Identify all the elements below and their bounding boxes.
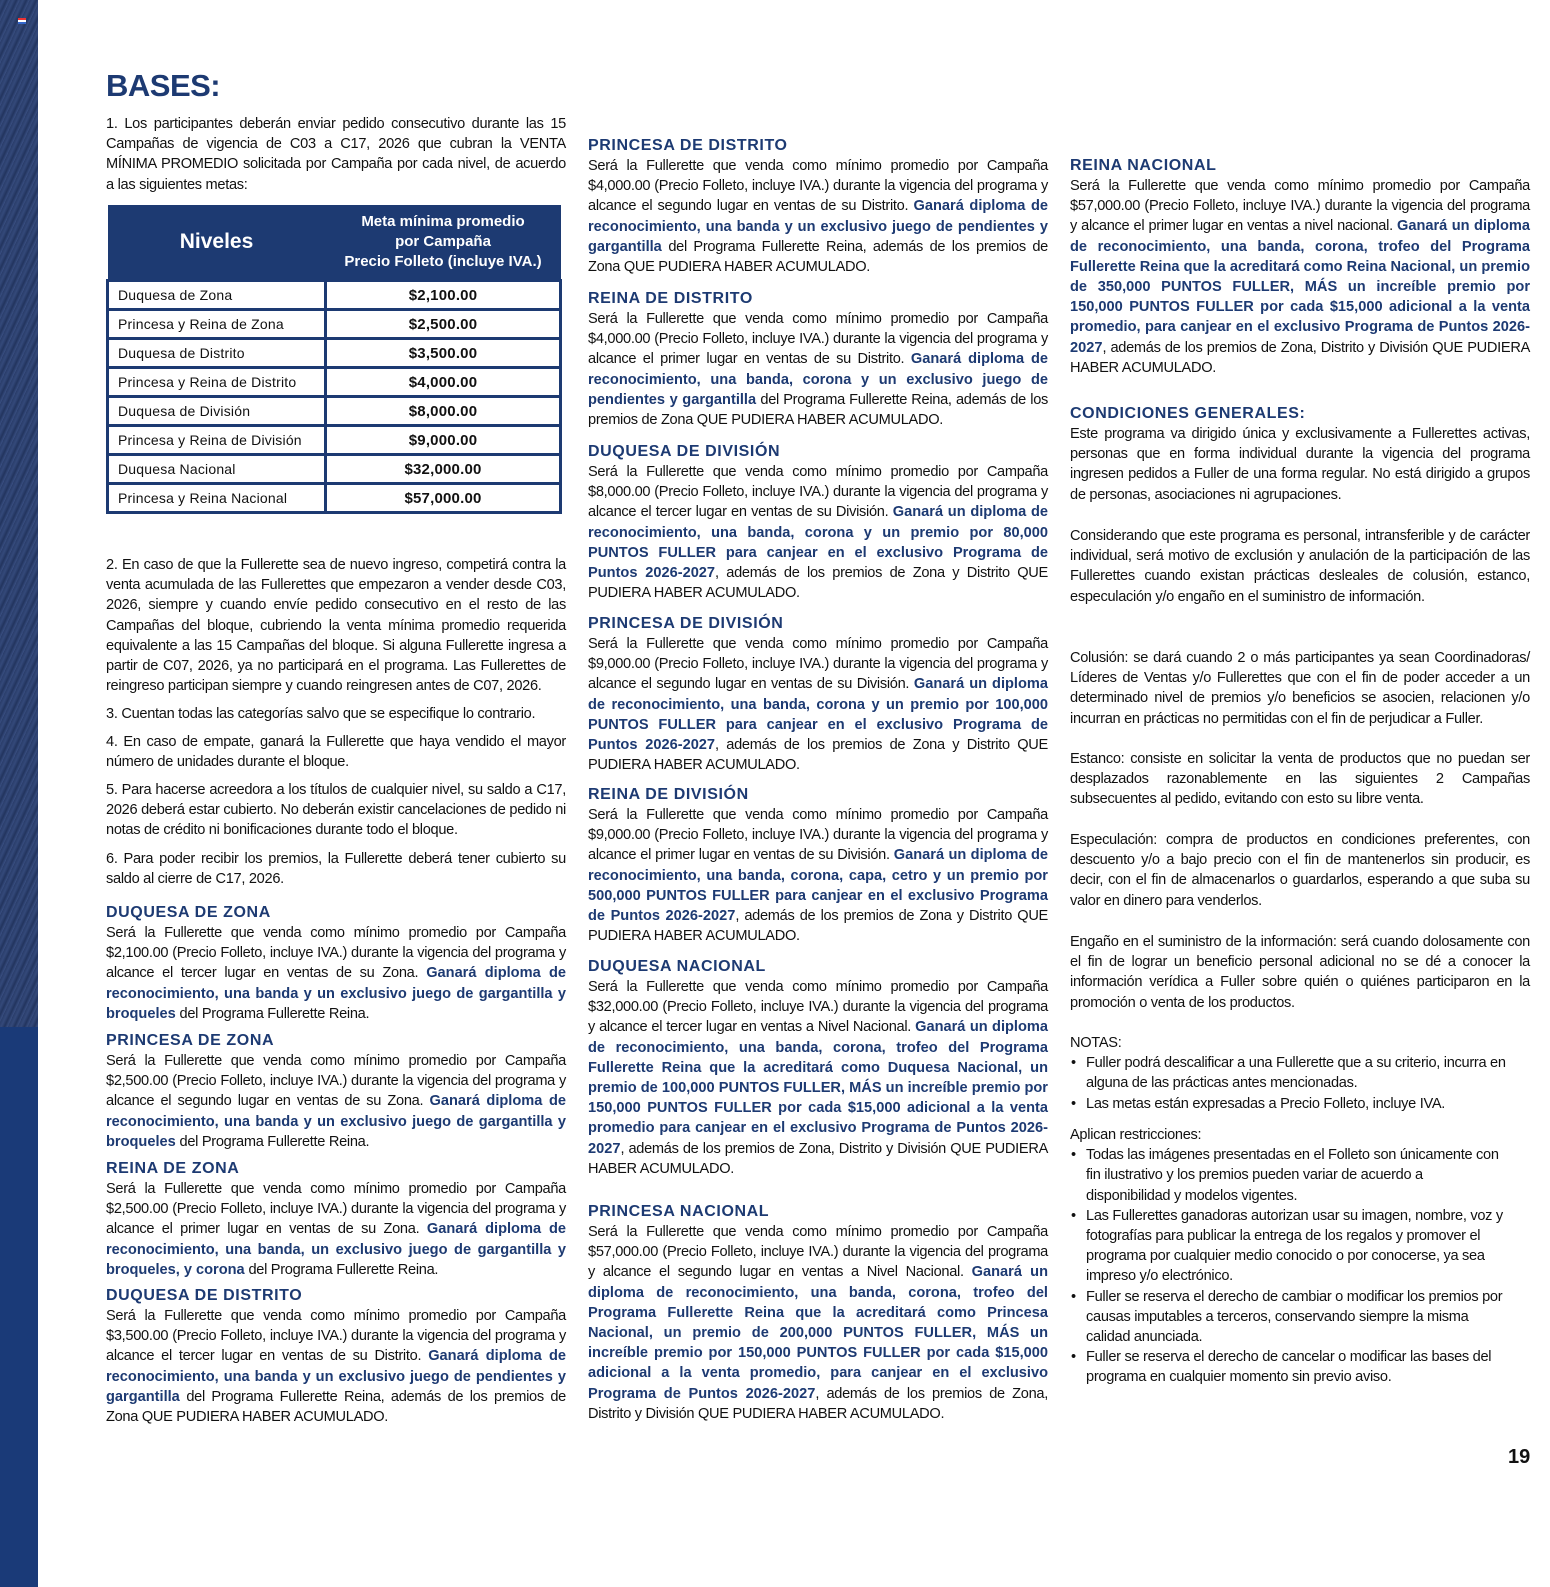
section-text: Será la Fullerette que venda como mínimo promedio por Campaña $2,500.00 (Precio Folleto, incluye IVA.) durante la vigencia del programa y alcance el primer lugar en ventas de su Zona. (106, 1181, 566, 1238)
section-title: DUQUESA DE DIVISIÓN (588, 443, 781, 460)
section-text: Será la Fullerette que venda como mínimo promedio por Campaña $32,000.00 (Precio Folleto, incluye IVA.) durante la vigencia del programa y alcance el tercer lugar en ventas a Nivel Nacional. (588, 979, 1048, 1036)
table-header-goal-line-2: por Campaña (395, 233, 491, 250)
level-name: Duquesa Nacional (108, 455, 326, 484)
section-princesa-zona (106, 1031, 566, 1152)
table-header-goal-line-1: Meta mínima promedio (361, 213, 525, 230)
level-name: Princesa y Reina de Zona (108, 310, 326, 339)
section-prize: Ganará un diploma de reconocimiento, una banda, corona, trofeo del Programa Fullerette Reina que la acreditará como Duquesa Nacional, un premio de 100,000 PUNTOS FULLER, MÁS un increíble premio por 150,000 PUNTOS FULLER por cada $15,000 adicional a la venta promedio para canjear en el exclusivo Programa de Puntos 2026-2027 (588, 1019, 1048, 1157)
section-text: Será la Fullerette que venda como mínimo promedio por Campaña $9,000.00 (Precio Folleto, incluye IVA.) durante la vigencia del programa y alcance el segundo lugar en ventas de su División. (588, 636, 1048, 693)
section-prize: Ganará diploma de reconocimiento, una banda, corona y un exclusivo juego de pendientes y gargantilla (588, 351, 1048, 408)
table-row (108, 310, 561, 339)
rule-5: 5. Para hacerse acreedora a los títulos de cualquier nivel, su saldo a C17, 2026 deberá estar cubierto. No deberán existir cancelaciones de pedido ni notas de crédito ni bonificaciones durante todo el bloque. (106, 782, 566, 839)
table-row (108, 484, 561, 513)
flag-icon (18, 18, 26, 24)
list-item: • Fuller se reserva el derecho de cancelar o modificar las bases del programa en cualquier momento sin previo aviso. (1070, 1347, 1510, 1387)
rule-4: 4. En caso de empate, ganará la Fullerette que haya vendido el mayor número de unidades durante el bloque. (106, 734, 566, 771)
level-name: Duquesa de Zona (108, 281, 326, 310)
section-title: PRINCESA DE DISTRITO (588, 137, 788, 154)
section-reina-distrito (588, 289, 1048, 430)
table-row (108, 455, 561, 484)
conditions-paragraph: Considerando que este programa es personal, intransferible y de carácter individual, será motivo de exclusión y anulación de la participación de las Fullerettes cuando existan prácticas desleales de colusión, estanco, especulación y/o engaño en el suministro de información. (1070, 528, 1530, 605)
section-tail: , además de los premios de Zona y Distrito QUE PUDIERA HABER ACUMULADO. (588, 908, 1048, 945)
table-row (108, 281, 561, 310)
section-tail: , además de los premios de Zona, Distrito y División QUE PUDIERA HABER ACUMULADO. (588, 1385, 1049, 1422)
section-title: REINA DE ZONA (106, 1160, 240, 1177)
section-duquesa-zona (106, 903, 566, 1024)
conditions-section (1070, 404, 1530, 505)
section-prize: Ganará diploma de reconocimiento, una banda y un exclusivo juego de gargantilla y broqueles (106, 1093, 566, 1150)
table-row (108, 426, 561, 455)
table-row (108, 368, 561, 397)
section-tail: del Programa Fullerette Reina. (244, 1261, 439, 1278)
section-duquesa-distrito (106, 1286, 566, 1427)
conditions-paragraph: Este programa va dirigido única y exclusivamente a Fullerettes activas, personas que en forma individual durante la vigencia del programa ingresen pedidos a Fuller de una forma regular. No está dirigido a grupos de personas, asociaciones ni agrupaciones. (1070, 426, 1530, 503)
section-title: DUQUESA NACIONAL (588, 958, 766, 975)
section-prize: Ganará diploma de reconocimiento, una banda y un exclusivo juego de pendientes y gargantilla (106, 1348, 566, 1405)
section-tail: del Programa Fullerette Reina, además de los premios de Zona QUE PUDIERA HABER ACUMULADO. (106, 1388, 566, 1426)
table-row (108, 339, 561, 368)
conditions-paragraph: Especulación: compra de productos en condiciones preferentes, con descuento y/o a bajo precio con el fin de mantenerlos sin producir, es decir, con el fin de almacenarlos o guardarlos, esperando a que suba su valor en dinero para venderlos. (1070, 832, 1530, 909)
section-title: PRINCESA DE ZONA (106, 1032, 275, 1049)
level-name: Duquesa de División (108, 397, 326, 426)
section-prize: Ganará diploma de reconocimiento, una banda y un exclusivo juego de gargantilla y broqueles (106, 965, 566, 1022)
section-prize: Ganará un diploma de reconocimiento, una banda, corona y un premio por 100,000 PUNTOS FULLER para canjear en el exclusivo Programa de Puntos 2026-2027 (588, 676, 1048, 754)
level-goal: $8,000.00 (326, 397, 561, 426)
level-goal: $32,000.00 (326, 455, 561, 484)
section-tail: , además de los premios de Zona, Distrito y División QUE PUDIERA HABER ACUMULADO. (1070, 339, 1530, 376)
level-goal: $9,000.00 (326, 426, 561, 455)
section-reina-zona (106, 1159, 566, 1280)
conditions-paragraph: Colusión: se dará cuando 2 o más participantes ya sean Coordinadoras/ Líderes de Ventas y/o Fullerettes que con el fin de poder acceder a un determinado nivel de premios y/o beneficios se asocien, relacionen y/o incurran en prácticas no permitidas con el fin de perjudicar a Fuller. (1070, 650, 1530, 727)
table-row (108, 397, 561, 426)
section-title: DUQUESA DE DISTRITO (106, 1287, 303, 1304)
conditions-paragraph: Estanco: consiste en solicitar la venta de productos que no puedan ser desplazados razonablemente en las siguientes 2 Campañas subsecuentes al pedido, evitando con esto su libre venta. (1070, 751, 1530, 808)
section-prize: Ganará un diploma de reconocimiento, una banda, corona, trofeo del Programa Fullerette Reina que la acreditará como Princesa Nacional, un premio de 200,000 PUNTOS FULLER, MÁS un increíble premio por 150,000 PUNTOS FULLER por cada $15,000 adicional a la venta promedio, para canjear en el exclusivo Programa de Puntos 2026-2027 (588, 1264, 1048, 1402)
goals-table (106, 205, 562, 514)
list-item: • Las metas están expresadas a Precio Folleto, incluye IVA. (1070, 1094, 1530, 1114)
intro-paragraph: 1. Los participantes deberán enviar pedido consecutivo durante las 15 Campañas de vigencia de C03 a C17, 2026 que cubran la VENTA MÍNIMA PROMEDIO solicitada por Campaña por cada nivel, de acuerdo a las siguientes metas: (106, 116, 566, 193)
notes-section (1070, 1033, 1530, 1114)
section-princesa-division (588, 614, 1048, 775)
section-reina-division (588, 785, 1048, 946)
table-header-goal-line-3: Precio Folleto (incluye IVA.) (344, 253, 542, 270)
section-text: Será la Fullerette que venda como mínimo promedio por Campaña $9,000.00 (Precio Folleto, incluye IVA.) durante la vigencia del programa y alcance el primer lugar en ventas de su División. (588, 807, 1048, 864)
section-title: PRINCESA NACIONAL (588, 1203, 770, 1220)
rule-3: 3. Cuentan todas las categorías salvo que se especifique lo contrario. (106, 706, 536, 722)
section-reina-nacional (1070, 156, 1530, 378)
section-tail: , además de los premios de Zona, Distrito y División QUE PUDIERA HABER ACUMULADO. (588, 1140, 1048, 1177)
section-prize: Ganará diploma de reconocimiento, una banda y un exclusivo juego de pendientes y gargantilla (588, 198, 1048, 255)
section-tail: del Programa Fullerette Reina. (175, 1005, 370, 1022)
list-item: • Las Fullerettes ganadoras autorizan usar su imagen, nombre, voz y fotografías para publicar la entrega de los regalos y promover el programa por cualquier medio conocido o por conocerse, ya sea impreso y/o electrónico. (1070, 1206, 1510, 1287)
section-prize: Ganará un diploma de reconocimiento, una banda, corona, capa, cetro y un premio por 500,000 PUNTOS FULLER para canjear en el exclusivo Programa de Puntos 2026-2027 (588, 847, 1048, 925)
conditions-title: CONDICIONES GENERALES: (1070, 405, 1306, 422)
notes-title: NOTAS: (1070, 1035, 1122, 1051)
level-goal: $2,500.00 (326, 310, 561, 339)
section-text: Será la Fullerette que venda como mínimo promedio por Campaña $3,500.00 (Precio Folleto, incluye IVA.) durante la vigencia del programa y alcance el tercer lugar en ventas de su Distrito. (106, 1308, 566, 1365)
restrictions-section (1070, 1125, 1530, 1388)
level-goal: $4,000.00 (326, 368, 561, 397)
level-goal: $2,100.00 (326, 281, 561, 310)
section-text: Será la Fullerette que venda como mínimo promedio por Campaña $2,100.00 (Precio Folleto, incluye IVA.) durante la vigencia del programa y alcance el tercer lugar en ventas de su Zona. (106, 925, 566, 982)
rule-6: 6. Para poder recibir los premios, la Fullerette deberá tener cubierto su saldo al cierre de C17, 2026. (106, 851, 566, 888)
section-title: REINA NACIONAL (1070, 157, 1217, 174)
section-title: REINA DE DIVISIÓN (588, 786, 749, 803)
decorative-side-strip (0, 0, 38, 1587)
section-prize: Ganará un diploma de reconocimiento, una banda, corona, trofeo del Programa Fullerette Reina que la acreditará como Reina Nacional, un premio de 350,000 PUNTOS FULLER, MÁS un increíble premio por 150,000 PUNTOS FULLER por cada $15,000 adicional a la venta promedio, para canjear en el exclusivo Programa de Puntos 2026-2027 (1070, 218, 1530, 356)
level-goal: $57,000.00 (326, 484, 561, 513)
section-duquesa-nacional (588, 957, 1048, 1179)
level-name: Princesa y Reina de Distrito (108, 368, 326, 397)
section-text: Será la Fullerette que venda como mínimo promedio por Campaña $4,000.00 (Precio Folleto, incluye IVA.) durante la vigencia del programa y alcance el primer lugar en ventas de su Distrito. (588, 311, 1048, 368)
section-tail: , además de los premios de Zona y Distrito QUE PUDIERA HABER ACUMULADO. (588, 737, 1048, 774)
section-text: Será la Fullerette que venda como mínimo promedio por Campaña $57,000.00 (Precio Folleto, incluye IVA.) durante la vigencia del programa y alcance el primer lugar en ventas a nivel nacional. (1070, 178, 1530, 235)
page-number: 19 (1508, 1446, 1531, 1468)
list-item: • Fuller podrá descalificar a una Fullerette que a su criterio, incurra en alguna de las prácticas antes mencionadas. (1070, 1053, 1530, 1093)
level-name: Princesa y Reina Nacional (108, 484, 326, 513)
level-name: Princesa y Reina de División (108, 426, 326, 455)
section-tail: del Programa Fullerette Reina, además de los premios de Zona QUE PUDIERA HABER ACUMULADO. (588, 238, 1048, 276)
section-text: Será la Fullerette que venda como mínimo promedio por Campaña $57,000.00 (Precio Folleto, incluye IVA.) durante la vigencia del programa y alcance el segundo lugar en ventas a Nivel Nacional. (588, 1224, 1048, 1281)
section-tail: del Programa Fullerette Reina. (175, 1133, 370, 1150)
page-title: BASES: (106, 68, 221, 103)
section-text: Será la Fullerette que venda como mínimo promedio por Campaña $8,000.00 (Precio Folleto, incluye IVA.) durante la vigencia del programa y alcance el tercer lugar en ventas de su División. (588, 464, 1048, 521)
section-prize: Ganará diploma de reconocimiento, una banda, un exclusivo juego de gargantilla y broqueles, y corona (106, 1221, 566, 1278)
section-princesa-nacional (588, 1202, 1048, 1424)
section-princesa-distrito (588, 136, 1048, 277)
table-header-levels: Niveles (108, 205, 326, 281)
section-text: Será la Fullerette que venda como mínimo promedio por Campaña $4,000.00 (Precio Folleto, incluye IVA.) durante la vigencia del programa y alcance el segundo lugar en ventas de su Distrito. (588, 158, 1048, 215)
rule-2: 2. En caso de que la Fullerette sea de nuevo ingreso, competirá contra la venta acumulada de las Fullerettes que empezaron a vender desde C03, 2026, siempre y cuando envíe pedido consecutivo en el resto de las Campañas del bloque, cubriendo la venta mínima promedio requerida equivalente a las 15 Campañas del bloque. Si alguna Fullerette ingresa a partir de C07, 2026, ya no participará en el programa. Las Fullerettes de reingreso participan siempre y cuando reingresen antes de C07, 2026. (106, 557, 566, 695)
section-tail: , además de los premios de Zona y Distrito QUE PUDIERA HABER ACUMULADO. (588, 565, 1048, 602)
table-header-goal (326, 205, 561, 281)
section-title: DUQUESA DE ZONA (106, 904, 271, 921)
list-item: • Todas las imágenes presentadas en el Folleto son únicamente con fin ilustrativo y los premios pueden variar de acuerdo a disponibilidad y modelos vigentes. (1070, 1145, 1510, 1206)
section-prize: Ganará un diploma de reconocimiento, una banda, corona y un premio por 80,000 PUNTOS FULLER para canjear en el exclusivo Programa de Puntos 2026-2027 (588, 504, 1048, 582)
level-goal: $3,500.00 (326, 339, 561, 368)
level-name: Duquesa de Distrito (108, 339, 326, 368)
section-text: Será la Fullerette que venda como mínimo promedio por Campaña $2,500.00 (Precio Folleto, incluye IVA.) durante la vigencia del programa y alcance el segundo lugar en ventas de su Zona. (106, 1053, 566, 1110)
section-tail: del Programa Fullerette Reina, además de los premios de Zona QUE PUDIERA HABER ACUMULADO. (588, 391, 1049, 429)
section-duquesa-division (588, 442, 1048, 603)
restrictions-title: Aplican restricciones: (1070, 1127, 1202, 1143)
section-title: REINA DE DISTRITO (588, 290, 753, 307)
section-title: PRINCESA DE DIVISIÓN (588, 615, 784, 632)
conditions-paragraph: Engaño en el suministro de la información: será cuando dolosamente con el fin de lograr un beneficio personal adicional no se dé a conocer la información verídica a Fuller sobre quién o quiénes participaron en la promoción o venta de los productos. (1070, 934, 1530, 1011)
list-item: • Fuller se reserva el derecho de cambiar o modificar los premios por causas imputables a terceros, conservando siempre la misma calidad anunciada. (1070, 1287, 1510, 1348)
